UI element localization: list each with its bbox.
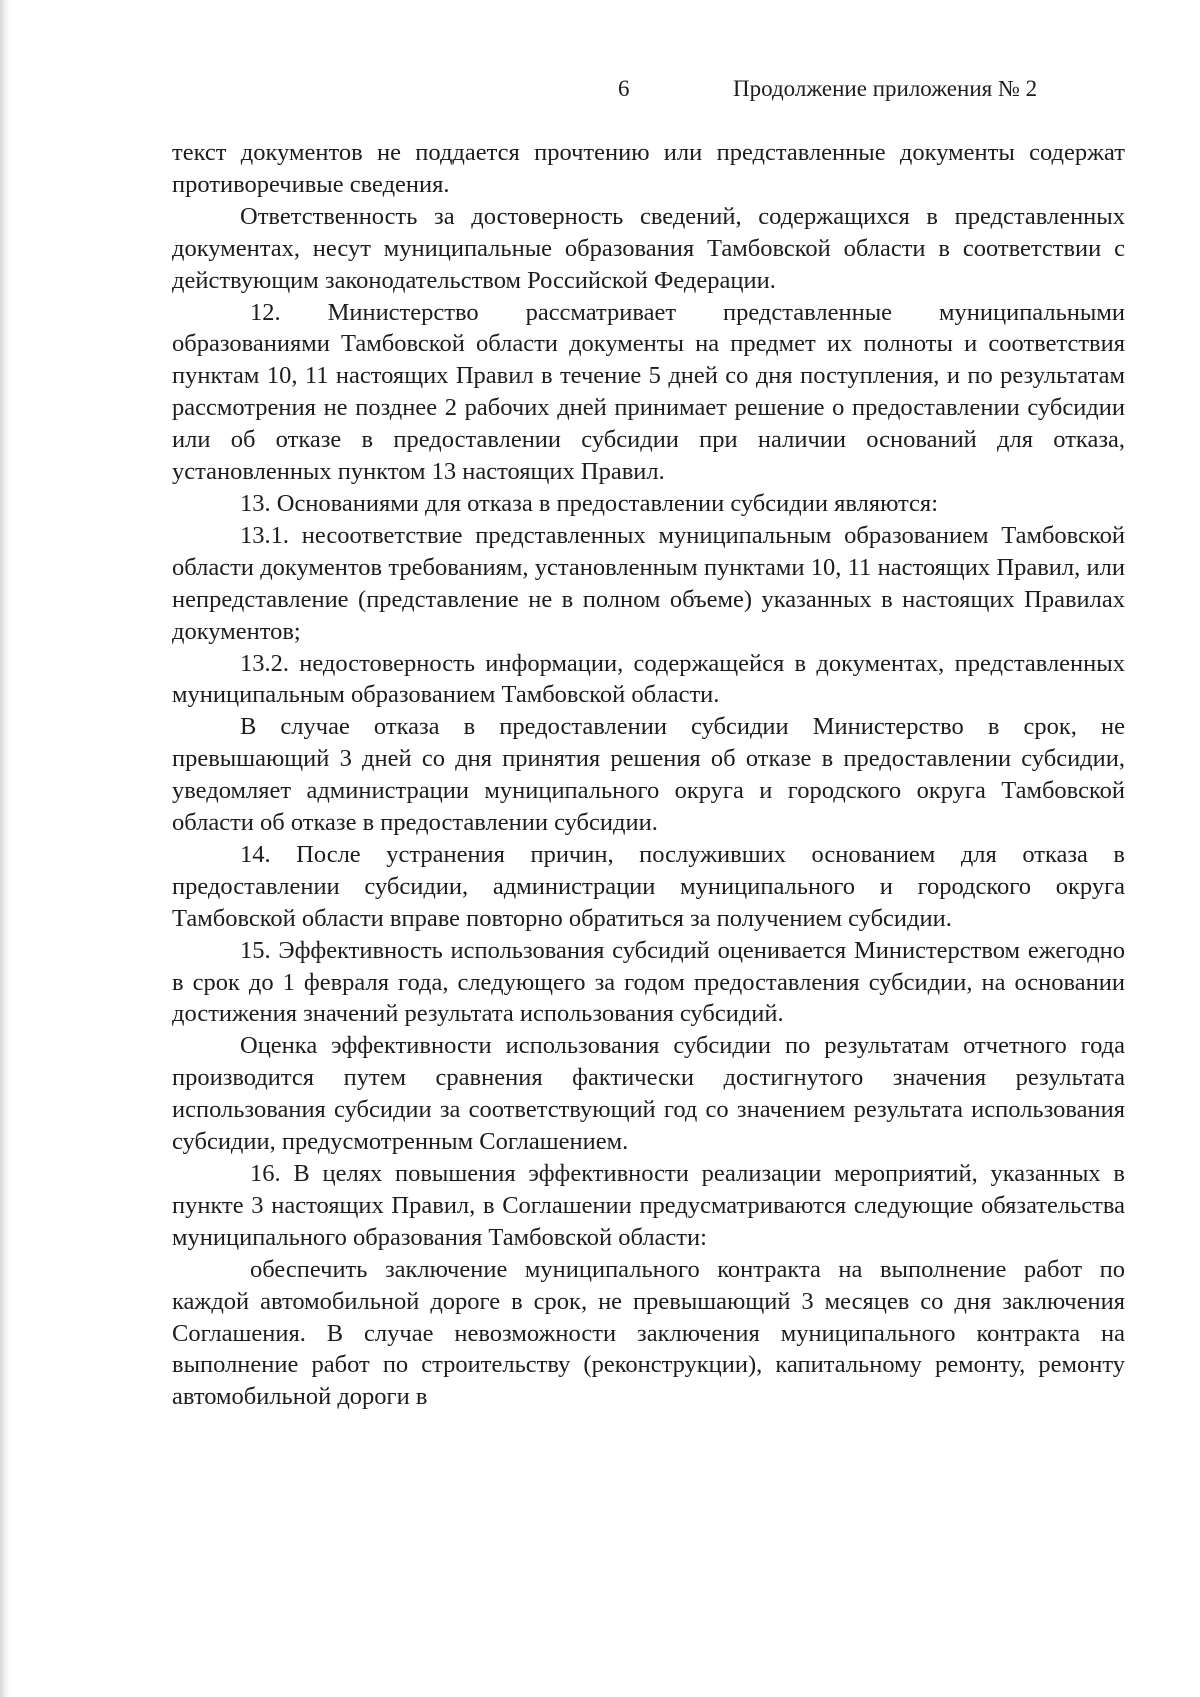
appendix-continuation-label: Продолжение приложения № 2 — [733, 76, 1038, 101]
scan-edge-shadow — [0, 0, 10, 1697]
paragraph-clause-12: 12. Министерство рассматривает представленные муниципальными образованиями Тамбовской области документы на предмет их полноты и соответствия пунктам 10, 11 настоящих Правил в течение 5 дней со дня поступления, и по результатам рассмотрения не позднее 2 рабочих дней принимает решение о предоставлении субсидии или об отказе в предоставлении субсидии при наличии оснований для отказа, установленных пунктом 13 настоящих Правил. — [172, 298, 1125, 486]
paragraph-efficiency-assessment: Оценка эффективности использования субсидии по результатам отчетного года производится путем сравнения фактически достигнутого значения результата использования субсидии за соответствующий год со значением результата использования субсидии, предусмотренным Соглашением. — [172, 1032, 1125, 1156]
document-body — [172, 137, 1125, 1413]
paragraph-continued-text: текст документов не поддается прочтению или представленные документы содержат противоречивые сведения. — [172, 139, 1125, 198]
paragraph-contract-obligation: обеспечить заключение муниципального контракта на выполнение работ по каждой автомобильной дороге в срок, не превышающий 3 месяцев со дня заключения Соглашения. В случае невозможности заключения муниципального контракта на выполнение работ по строительству (реконструкции), капитальному ремонту, ремонту автомобильной дороги в — [172, 1255, 1125, 1411]
page-number: 6 — [618, 76, 630, 101]
paragraph-clause-13-1: 13.1. несоответствие представленных муниципальным образованием Тамбовской области документов требованиям, установленным пунктами 10, 11 настоящих Правил, или непредставление (представление не в полном объеме) указанных в настоящих Правилах документов; — [172, 521, 1125, 645]
paragraph-clause-13: 13. Основаниями для отказа в предоставлении субсидии являются: — [240, 489, 939, 517]
paragraph-clause-13-2: 13.2. недостоверность информации, содержащейся в документах, представленных муниципальным образованием Тамбовской области. — [172, 649, 1125, 709]
paragraph-clause-14: 14. После устранения причин, послуживших основанием для отказа в предоставлении субсидии, администрации муниципального и городского округа Тамбовской области вправе повторно обратиться за получением субсидии. — [172, 840, 1125, 932]
paragraph-clause-15: 15. Эффективность использования субсидий оценивается Министерством ежегодно в срок до 1 февраля года, следующего за годом предоставления субсидии, на основании достижения значений результата использования субсидий. — [172, 936, 1125, 1028]
page-header — [0, 76, 1200, 110]
paragraph-clause-16: 16. В целях повышения эффективности реализации мероприятий, указанных в пункте 3 настоящих Правил, в Соглашении предусматриваются следующие обязательства муниципального образования Тамбовской области: — [172, 1160, 1125, 1251]
paragraph-refusal-notice: В случае отказа в предоставлении субсидии Министерство в срок, не превышающий 3 дней со дня принятия решения об отказе в предоставлении субсидии, уведомляет администрации муниципального округа и городского округа Тамбовской области об отказе в предоставлении субсидии. — [172, 713, 1125, 837]
paragraph-responsibility: Ответственность за достоверность сведений, содержащихся в представленных документах, несут муниципальные образования Тамбовской области в соответствии с действующим законодательством Российской Федерации. — [172, 202, 1125, 294]
